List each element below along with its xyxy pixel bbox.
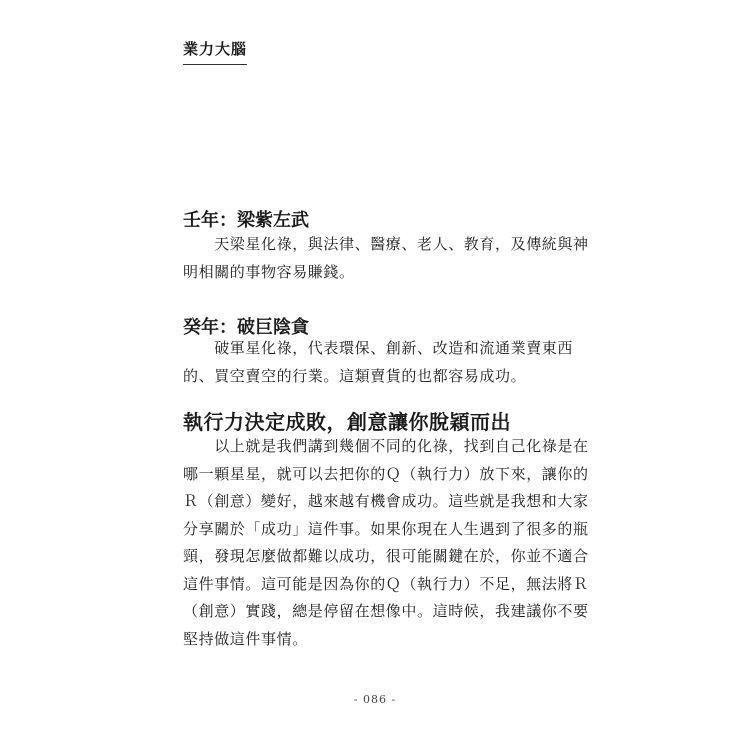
page-number: - 086 -	[353, 693, 397, 706]
text-line: 以上就是我們講到幾個不同的化祿，找到自己化祿是在	[183, 437, 589, 455]
text-line: （創意）實踐，總是停留在想像中。這時候，我建議你不要	[183, 602, 589, 620]
paragraph-guiyear	[183, 335, 574, 390]
text-line: 這件事情。這可能是因為你的Ｑ（執行力）不足，無法將Ｒ	[183, 574, 589, 593]
text-line: 天梁星化祿，與法律、醫療、老人、教育，及傳統與神	[183, 235, 589, 253]
section-heading-execution: 執行力決定成敗，創意讓你脫穎而出	[183, 410, 511, 434]
paragraph-execution	[183, 433, 589, 653]
running-header: 業力大腦	[183, 38, 247, 65]
paragraph-renyear	[183, 231, 589, 286]
text-line: 的、買空賣空的行業。這類賣貨的也都容易成功。	[183, 366, 527, 385]
text-line: 哪一顆星星，就可以去把你的Ｑ（執行力）放下來，讓你的	[183, 464, 589, 483]
section-heading-guiyear: 癸年：破巨陰貪	[183, 317, 309, 338]
text-line: 分享關於「成功」這件事。如果你現在人生遇到了很多的瓶	[183, 519, 589, 538]
section-heading-renyear: 壬年：梁紫左武	[183, 210, 309, 231]
text-line: 頸，發現怎麼做都難以成功，很可能關鍵在於，你並不適合	[183, 547, 589, 565]
text-line: Ｒ（創意）變好，越來越有機會成功。這些就是我想和大家	[183, 492, 589, 510]
text-line: 破軍星化祿，代表環保、創新、改造和流通業賣東西	[183, 339, 574, 357]
text-line: 堅持做這件事情。	[183, 629, 308, 648]
text-line: 明相關的事物容易賺錢。	[183, 262, 355, 281]
